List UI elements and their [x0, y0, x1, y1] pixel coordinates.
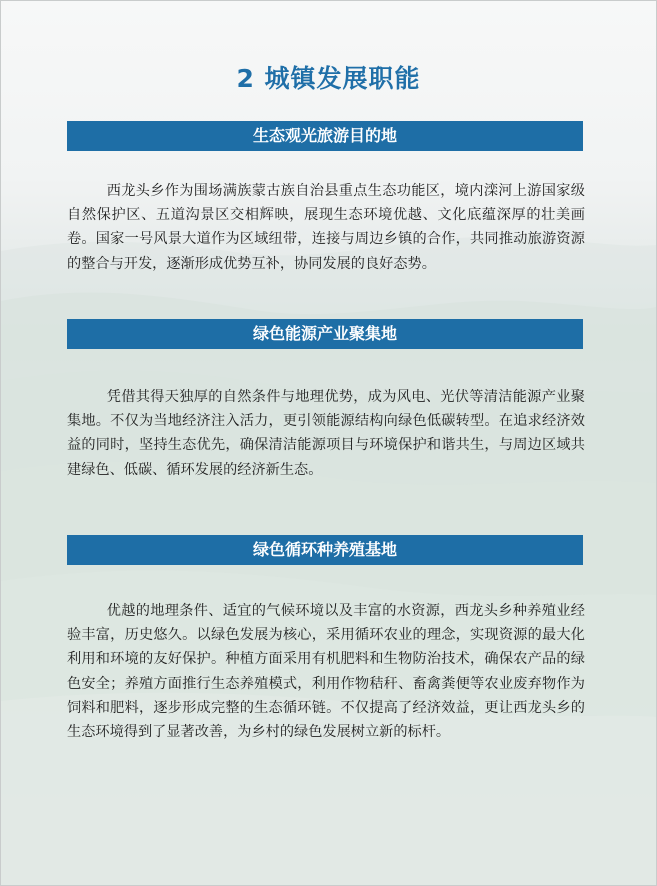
section-body-agriculture: 优越的地理条件、适宜的气候环境以及丰富的水资源，西龙头乡种养殖业经验丰富，历史悠久。以绿色发展为核心，采用循环农业的理念，实现资源的最大化利用和环境的友好保护。种植方面采用有机肥料和生物防治技术，确保农产品的绿色安全；养殖方面推行生态养殖模式，利用作物秸秆、畜禽粪便等农业废弃物作为饲料和肥料，逐步形成完整的生态循环链。不仅提高了经济效益，更让西龙头乡的生态环境得到了显著改善，为乡村的绿色发展树立新的标杆。: [67, 603, 585, 741]
section-heading-tourism: 生态观光旅游目的地: [67, 121, 583, 151]
page-title: 2 城镇发展职能: [236, 64, 421, 93]
content: [1, 1, 656, 885]
section-heading-agriculture: 绿色循环种养殖基地: [67, 535, 583, 565]
section-body-tourism: 西龙头乡作为围场满族蒙古族自治县重点生态功能区，境内滦河上游国家级自然保护区、五道沟景区交相辉映，展现生态环境优越、文化底蕴深厚的壮美画卷。国家一号风景大道作为区域纽带，连接与周边乡镇的合作，共同推动旅游资源的整合与开发，逐渐形成优势互补，协同发展的良好态势。: [67, 183, 585, 272]
section-body-energy: 凭借其得天独厚的自然条件与地理优势，成为风电、光伏等清洁能源产业聚集地。不仅为当地经济注入活力，更引领能源结构向绿色低碳转型。在追求经济效益的同时，坚持生态优先，确保清洁能源项目与环境保护和谐共生，与周边区域共建绿色、低碳、循环发展的经济新生态。: [67, 389, 585, 478]
section-heading-energy: 绿色能源产业聚集地: [67, 319, 583, 349]
